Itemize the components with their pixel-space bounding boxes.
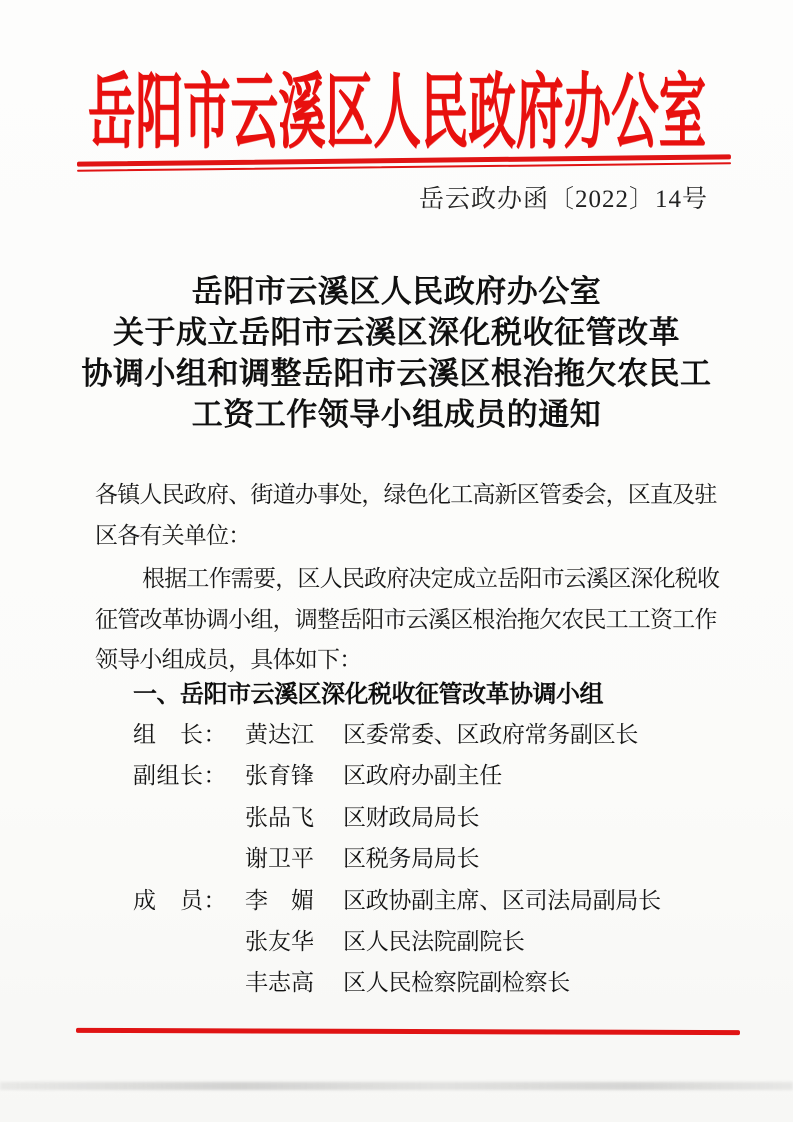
roster-person-name: 张品飞 bbox=[245, 804, 314, 830]
intro-line: 领导小组成员，具体如下： bbox=[95, 647, 362, 672]
roster-row bbox=[133, 838, 713, 879]
section-heading: 一、岳阳市云溪区深化税收征管改革协调小组 bbox=[133, 681, 603, 708]
roster-person-name: 张育锋 bbox=[245, 763, 314, 789]
footer-rule bbox=[76, 1028, 740, 1035]
intro-line: 征管改革协调小组，调整岳阳市云溪区根治拖欠农民工工资工作 bbox=[95, 606, 717, 632]
roster-row bbox=[133, 921, 713, 962]
roster-person-name: 李 媚 bbox=[245, 887, 314, 913]
doc-title bbox=[0, 271, 793, 435]
doc-body bbox=[95, 475, 720, 681]
intro-line: 根据工作需要，区人民政府决定成立岳阳市云溪区深化税收 bbox=[142, 566, 720, 591]
roster-row bbox=[133, 880, 713, 921]
roster-row bbox=[133, 755, 713, 796]
roster-person-title: 区政协副主席、区司法局副局长 bbox=[343, 887, 661, 913]
salutation-line: 各镇人民政府、街道办事处，绿色化工高新区管委会，区直及驻 bbox=[95, 482, 717, 507]
roster-row bbox=[133, 962, 713, 1003]
doc-number: 岳云政办函〔2022〕14号 bbox=[418, 186, 708, 213]
doc-title-line: 协调小组和调整岳阳市云溪区根治拖欠农民工 bbox=[81, 356, 712, 391]
roster-list bbox=[133, 714, 713, 1004]
roster-person-title: 区政府办副主任 bbox=[343, 763, 502, 789]
roster-person-name: 黄达江 bbox=[245, 722, 314, 747]
roster-person-title: 区税务局局长 bbox=[343, 846, 480, 872]
doc-title-line: 关于成立岳阳市云溪区深化税收征管改革 bbox=[113, 315, 680, 350]
letterhead-org-name: 岳阳市云溪区人民政府办公室 bbox=[87, 66, 706, 158]
roster-role-label: 成 员： bbox=[133, 887, 227, 913]
roster-person-name: 丰志高 bbox=[245, 970, 314, 996]
letterhead bbox=[0, 52, 793, 158]
roster-person-title: 区财政局局长 bbox=[343, 804, 480, 830]
page-edge-shadow bbox=[0, 1082, 793, 1090]
roster-person-title: 区委常委、区政府常务副区长 bbox=[343, 722, 639, 747]
roster-person-name: 谢卫平 bbox=[245, 846, 314, 872]
roster-role-label: 组 长： bbox=[133, 722, 227, 747]
doc-title-line: 工资工作领导小组成员的通知 bbox=[191, 397, 602, 432]
roster-row bbox=[133, 797, 713, 838]
roster-person-name: 张友华 bbox=[245, 928, 314, 954]
salutation-line: 区各有关单位： bbox=[95, 522, 251, 548]
roster-person-title: 区人民检察院副检察长 bbox=[343, 970, 571, 996]
roster-row bbox=[133, 714, 713, 755]
roster-person-title: 区人民法院副院长 bbox=[343, 928, 525, 954]
doc-title-line: 岳阳市云溪区人民政府办公室 bbox=[191, 274, 602, 309]
roster-role-label: 副组长： bbox=[133, 763, 227, 789]
